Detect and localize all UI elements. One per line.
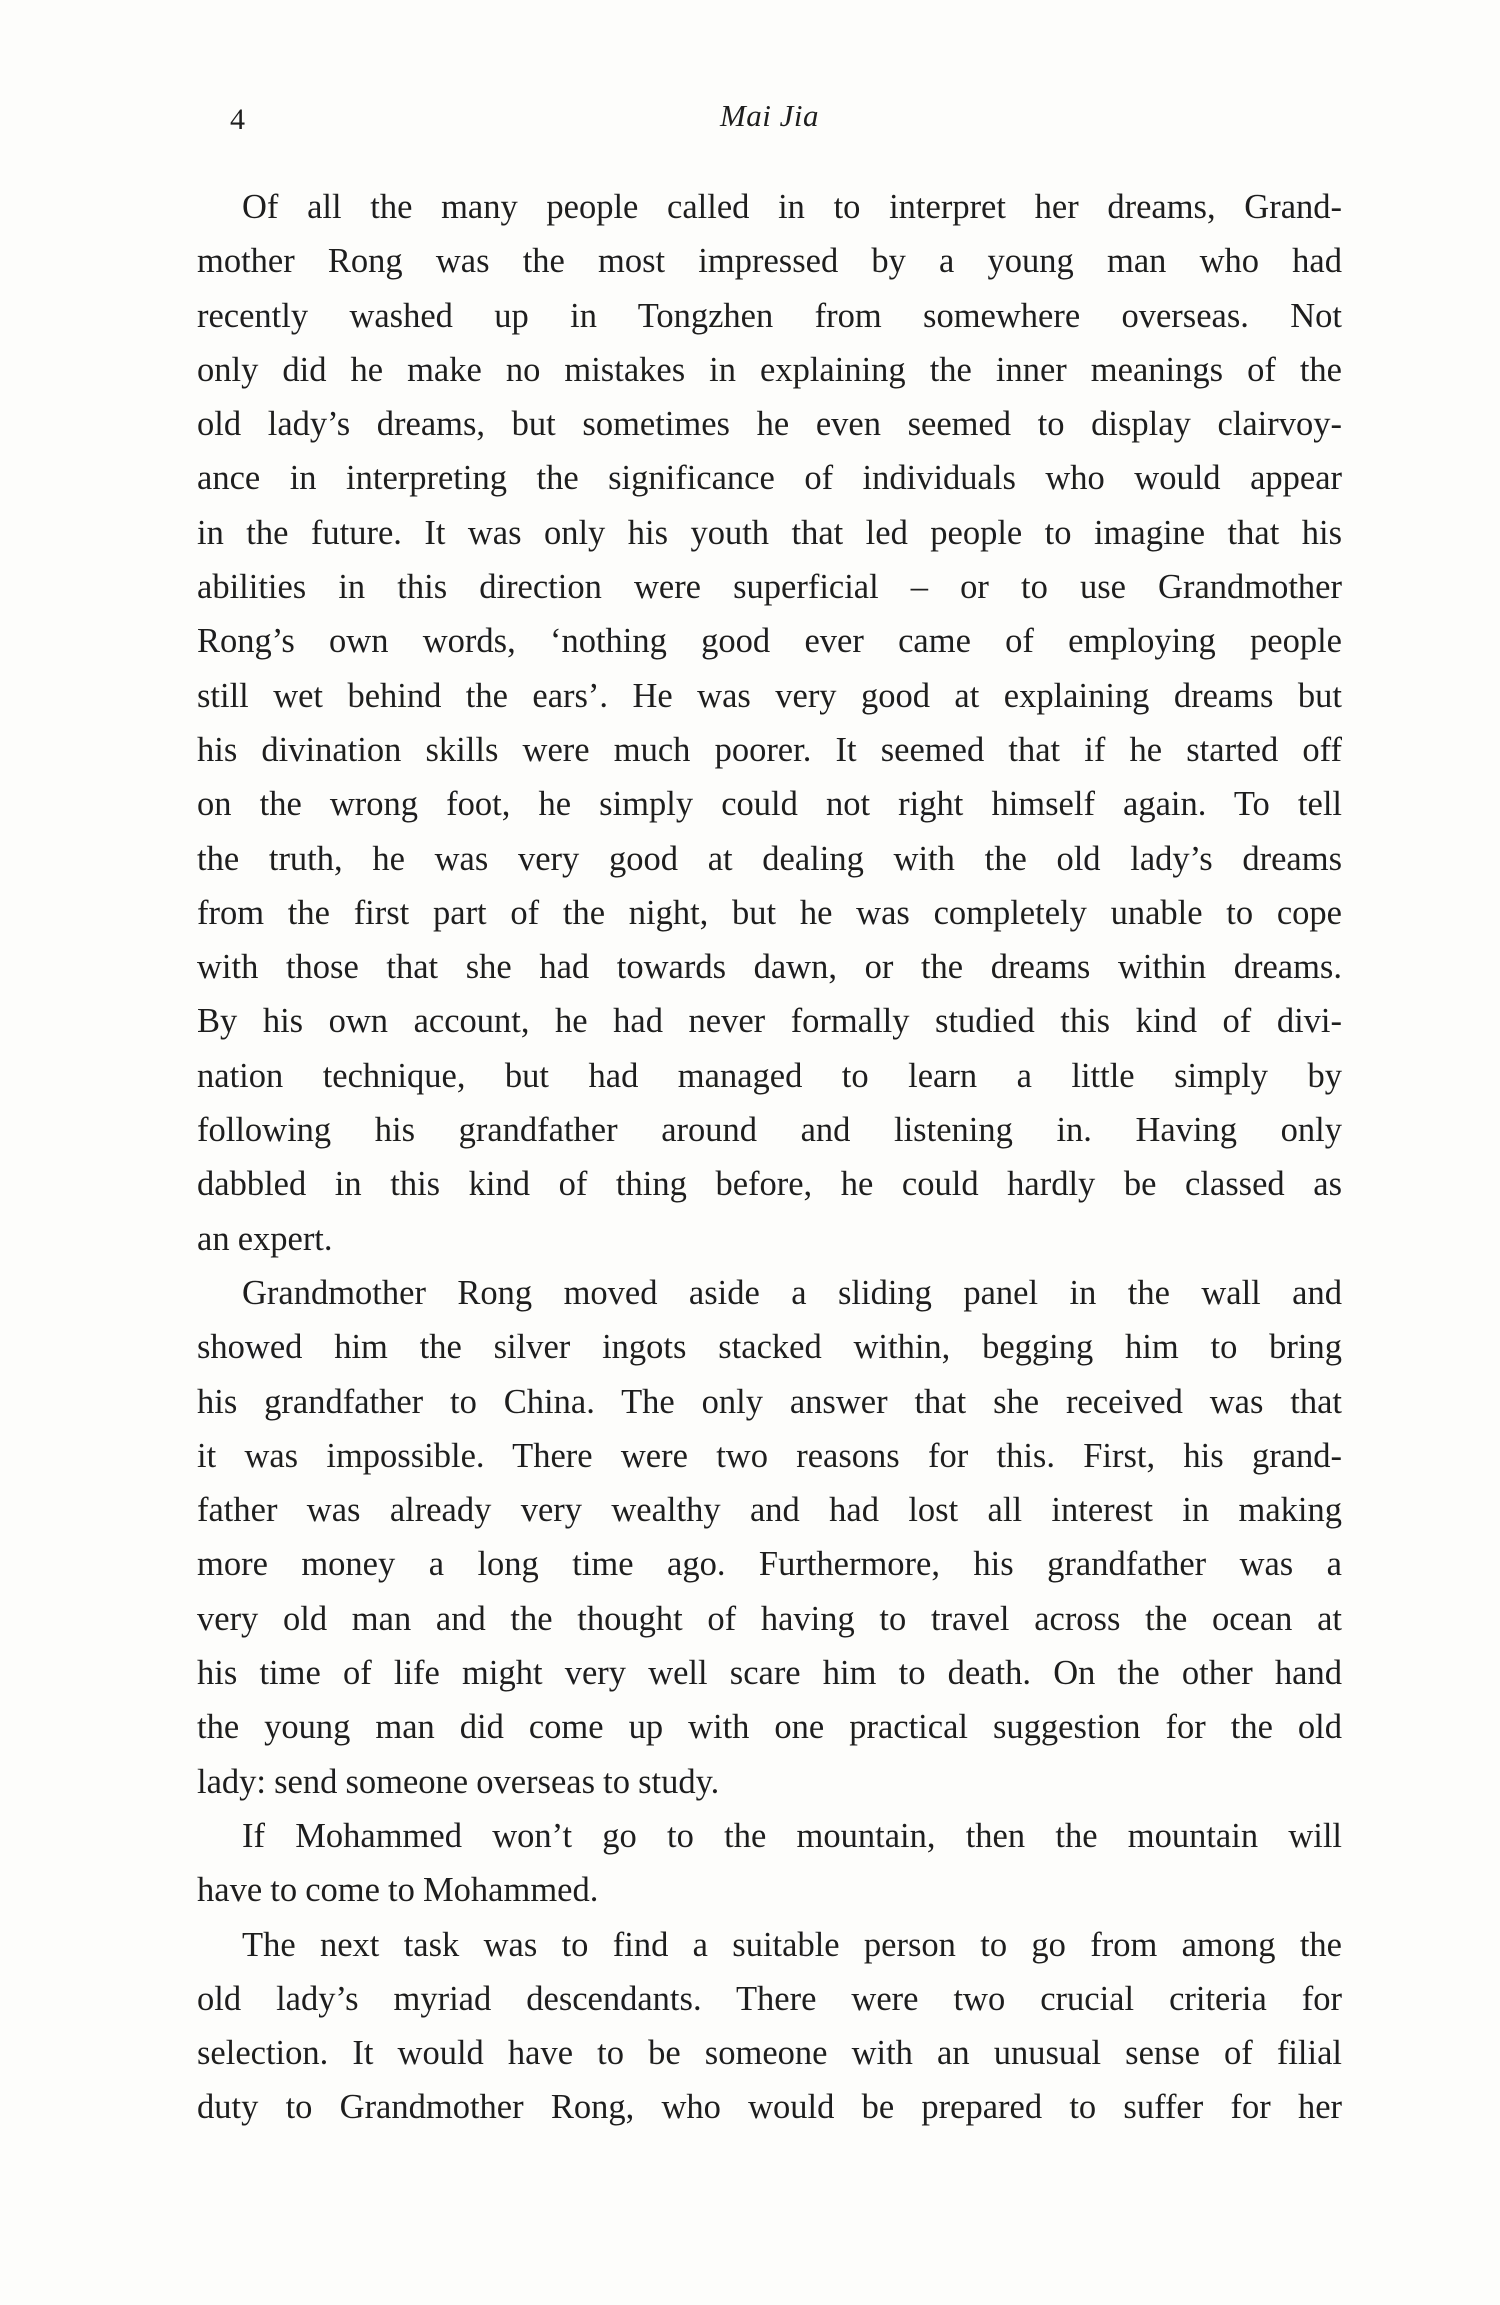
text-line: it was impossible. There were two reasons for this. First, his grand- [197,1436,1342,1475]
text-line: have to come to Mohammed. [197,1871,599,1910]
text-line: his grandfather to China. The only answer that she received was that [197,1382,1342,1421]
text-line: old lady’s myriad descendants. There were two crucial criteria for [197,1979,1342,2018]
text-line: ance in interpreting the significance of individuals who would appear [197,459,1342,498]
paragraph-1 [197,180,1342,1266]
text-line: with those that she had towards dawn, or the dreams within dreams. [197,948,1342,987]
text-line: from the first part of the night, but he was completely unable to cope [197,893,1342,932]
text-line: duty to Grandmother Rong, who would be prepared to suffer for her [197,2088,1342,2127]
text-line: the young man did come up with one practical suggestion for the old [197,1708,1342,1747]
text-line: the truth, he was very good at dealing with the old lady’s dreams [197,839,1342,878]
text-line: abilities in this direction were superficial – or to use Grandmother [197,568,1342,607]
paragraph-2 [197,1266,1342,1809]
text-line: father was already very wealthy and had lost all interest in making [197,1491,1342,1530]
text-line: more money a long time ago. Furthermore, his grandfather was a [197,1545,1342,1584]
text-line: Rong’s own words, ‘nothing good ever came of employing people [197,622,1342,661]
paragraph-4 [197,1918,1342,2135]
text-line: on the wrong foot, he simply could not right himself again. To tell [197,785,1342,824]
body-text [197,180,1342,2135]
text-line: recently washed up in Tongzhen from somewhere overseas. Not [197,296,1342,335]
text-line: lady: send someone overseas to study. [197,1762,720,1801]
text-line: old lady’s dreams, but sometimes he even seemed to display clairvoy- [197,405,1342,444]
text-line: Of all the many people called in to interpret her dreams, Grand- [242,188,1342,226]
text-line: an expert. [197,1219,333,1258]
text-line: By his own account, he had never formally studied this kind of divi- [197,1002,1342,1041]
page-header [197,96,1342,136]
text-line: If Mohammed won’t go to the mountain, then the mountain will [242,1816,1342,1855]
text-line: his divination skills were much poorer. It seemed that if he started off [197,730,1342,769]
text-line: his time of life might very well scare him to death. On the other hand [197,1654,1342,1693]
text-line: very old man and the thought of having to travel across the ocean at [197,1599,1342,1638]
text-line: following his grandfather around and listening in. Having only [197,1111,1342,1150]
page-number: 4 [230,103,245,136]
text-line: still wet behind the ears’. He was very good at explaining dreams but [197,676,1342,715]
text-line: Grandmother Rong moved aside a sliding panel in the wall and [242,1273,1342,1312]
text-line: showed him the silver ingots stacked within, begging him to bring [197,1328,1342,1367]
running-head-author: Mai Jia [719,98,820,133]
text-line: The next task was to find a suitable person to go from among the [242,1925,1342,1964]
text-line: selection. It would have to be someone with an unusual sense of filial [197,2034,1342,2073]
paragraph-3 [197,1809,1342,1918]
text-line: in the future. It was only his youth that led people to imagine that his [197,513,1342,552]
text-line: only did he make no mistakes in explaining the inner meanings of the [197,350,1342,389]
text-line: nation technique, but had managed to learn a little simply by [197,1056,1342,1095]
text-line: dabbled in this kind of thing before, he could hardly be classed as [197,1165,1342,1204]
text-line: mother Rong was the most impressed by a young man who had [197,242,1342,281]
